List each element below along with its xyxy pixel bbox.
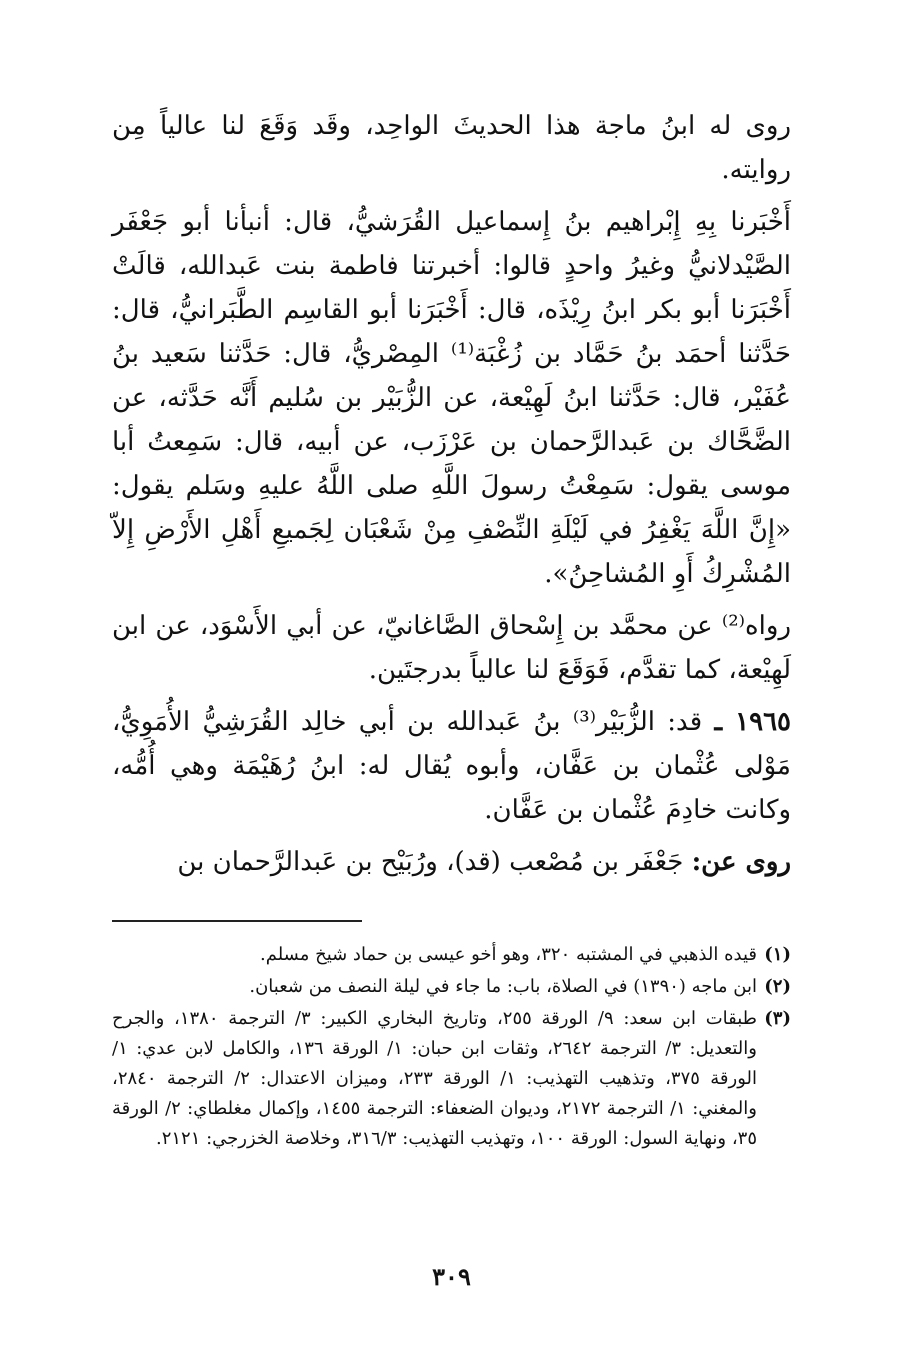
footnotes xyxy=(112,940,791,1154)
footnote-3 xyxy=(112,1004,791,1154)
paragraph-3: رواه⁽²⁾ عن محمَّد بن إِسْحاق الصَّاغانيّ، عن أبي الأَسْوَد، عن ابن لَهِيْعة، كما تقدَّم، فَوَقَعَ لنا عالياً بدرجتَين. xyxy=(112,611,791,685)
narrators-paragraph xyxy=(112,840,791,884)
footnote-marker: (٢) xyxy=(764,976,791,997)
main-text xyxy=(112,104,791,884)
footnote-2 xyxy=(112,972,791,1002)
narrators-text: جَعْفَر بن مُصْعب (قد)، ورُبَيْح بن عَبدالرَّحمان بن xyxy=(177,847,684,877)
biography-entry xyxy=(112,700,791,832)
footnote-1 xyxy=(112,940,791,970)
paragraph-1: روى له ابنُ ماجة هذا الحديثَ الواحِد، وقَد وَقَعَ لنا عالياً مِن روايته. xyxy=(112,111,791,185)
entry-text: قد: الزُّبَيْر⁽³⁾ بنُ عَبدالله بن أبي خالِد القُرَشِيُّ الأُمَوِيُّ، مَوْلى عُثْمان بن عَفَّان، وأبوه يُقال له: ابنُ رُهَيْمَة وهي أُمُّه، وكانت خادِمَ عُثْمان بن عَفَّان. xyxy=(112,707,791,825)
footnote-marker: (٣) xyxy=(764,1008,791,1029)
paragraph-2: أَخْبَرنا بِهِ إِبْراهيم بنُ إِسماعيل القُرَشيُّ، قال: أنبأنا أبو جَعْفَر الصَّيْدلانيُّ وغيرُ واحدٍ قالوا: أخبرتنا فاطمة بنت عَبدالله، قالَتْ أَخْبَرَنا أبو بكر ابنُ رِيْذَه، قال: أَخْبَرَنا أبو القاسِم الطَّبَرانيُّ، قال: حَدَّثنا أحمَد بنُ حَمَّاد بن زُغْبَة⁽¹⁾ المِصْريُّ، قال: حَدَّثنا سَعيد بنُ عُفَيْر، قال: حَدَّثنا ابنُ لَهِيْعة، عن الزُّبَيْر بن سُليم أَنَّه حَدَّثه، عن الضَّحَّاك بن عَبدالرَّحمان بن عَرْزَب، عن أبيه، قال: سَمِعتُ أبا موسى يقول: سَمِعْتُ رسولَ اللَّهِ صلى اللَّهُ عليهِ وسَلم يقول: «إِنَّ اللَّهَ يَغْفِرُ في لَيْلَةِ النِّصْفِ مِنْ شَعْبَان لِجَميعِ أَهْلِ الأَرْضِ إِلاّ المُشْرِكُ أَوِ المُشاحِنُ». xyxy=(112,207,791,589)
entry-number: ١٩٦٥ ـ xyxy=(714,707,792,737)
page-number: ٣٠٩ xyxy=(432,1262,471,1291)
footnote-marker: (١) xyxy=(764,944,791,965)
book-page xyxy=(112,104,791,1307)
footnote-text: ابن ماجه (١٣٩٠) في الصلاة، باب: ما جاء في ليلة النصف من شعبان. xyxy=(249,976,757,997)
footnote-divider-wrap xyxy=(112,890,791,940)
footnote-divider xyxy=(112,920,362,922)
footnote-text: قيده الذهبي في المشتبه ٣٢٠، وهو أخو عيسى بن حماد شيخ مسلم. xyxy=(260,944,757,965)
narrators-lead: روى عن: xyxy=(691,847,791,877)
footnote-text: طبقات ابن سعد: ٩/ الورقة ٢٥٥، وتاريخ البخاري الكبير: ٣/ الترجمة ١٣٨٠، والجرح والتعديل: ٣/ الترجمة ٢٦٤٢، وثقات ابن حبان: ١/ الورقة ١٣٦، والكامل لابن عدي: ١/الورقة ٣٧٥، وتذهيب التهذيب: ١/ الورقة ٢٣٣، وميزان الاعتدال: ٢/ الترجمة ٢٨٤٠، والمغني: ١/ الترجمة ٢١٧٢، وديوان الضعفاء: الترجمة ١٤٥٥، وإكمال مغلطاي: ٢/ الورقة ٣٥، ونهاية السول: الورقة ١٠٠، وتهذيب التهذيب: ٣١٦/٣، وخلاصة الخزرجي: ٢١٢١. xyxy=(112,1008,758,1149)
